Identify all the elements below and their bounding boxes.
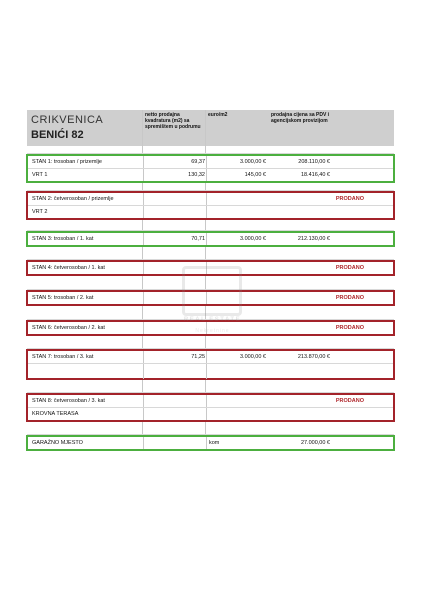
table-header: [27, 110, 394, 146]
unit-label: STAN 4: četverosoban / 1. kat: [32, 265, 105, 271]
sold-badge: PRODANO: [335, 265, 364, 271]
table-row: [28, 168, 393, 181]
project-title: BENIĆI 82: [31, 129, 84, 141]
sold-badge: PRODANO: [335, 295, 364, 301]
location-title: CRIKVENICA: [31, 114, 104, 126]
unit-group-stan8: [26, 393, 395, 422]
unit-label: STAN 5: trosoban / 2. kat: [32, 295, 94, 301]
column-header-price-m2: euro/m2: [208, 112, 228, 118]
unit-label: GARAŽNO MJESTO: [32, 440, 83, 446]
unit-price-m2: 3.000,00 €: [240, 236, 266, 242]
unit-area: 70,71: [191, 236, 205, 242]
table-row: [28, 407, 393, 420]
unit-label: VRT 2: [32, 209, 48, 215]
column-header-total: prodajna cijena sa PDV i agencijskom provizijom: [271, 112, 330, 124]
unit-group-stan3: [26, 231, 395, 247]
unit-total: 208.110,00 €: [298, 159, 330, 165]
unit-total: 27.000,00 €: [300, 440, 330, 446]
unit-label: STAN 8: četverosoban / 3. kat: [32, 398, 105, 404]
unit-total: 213.870,00 €: [297, 354, 330, 360]
watermark-name: REAL ESTATE: [183, 317, 242, 323]
table-row: [28, 395, 393, 407]
watermark-sub: Nekretnine: [195, 328, 230, 334]
unit-label: STAN 2: četverosoban / prizemlje: [32, 196, 114, 202]
unit-label: STAN 7: trosoban / 3. kat: [32, 354, 94, 360]
agency-watermark: [160, 262, 265, 342]
table-row: [28, 193, 393, 205]
unit-label: STAN 1: trosoban / prizemlje: [32, 159, 102, 165]
unit-total: 18.416,40 €: [300, 172, 330, 178]
table-row: [28, 156, 393, 168]
sold-badge: PRODANO: [335, 325, 364, 331]
table-row: [28, 437, 393, 449]
unit-group-stan2: [26, 191, 395, 220]
sold-badge: PRODANO: [335, 196, 364, 202]
sold-badge: PRODANO: [335, 398, 364, 404]
unit-label: KROVNA TERASA: [32, 411, 79, 417]
unit-label: VRT 1: [32, 172, 48, 178]
house-logo-icon: [182, 266, 242, 316]
unit-group-stan1: [26, 154, 395, 183]
unit-price-m2: 3.000,00 €: [240, 354, 266, 360]
unit-price-m2: 3.000,00 €: [240, 159, 266, 165]
column-header-area: netto prodajna kvadratura (m2) sa spremištem u podrumu: [145, 112, 201, 130]
unit-area: 71,25: [191, 354, 205, 360]
unit-label: STAN 3: trosoban / 1. kat: [32, 236, 94, 242]
table-row: [28, 351, 393, 363]
table-row: [28, 205, 393, 218]
unit-area: 69,37: [191, 159, 205, 165]
table-row: [28, 233, 393, 245]
unit-group-stan7: [26, 349, 395, 380]
unit-label: STAN 6: četverosoban / 2. kat: [32, 325, 105, 331]
unit-area: 130,32: [188, 172, 205, 178]
unit-price-m2: 145,00 €: [244, 172, 266, 178]
unit-group-garage: [26, 435, 395, 451]
unit-measure: kom: [209, 440, 220, 446]
unit-total: 212.130,00 €: [297, 236, 330, 242]
